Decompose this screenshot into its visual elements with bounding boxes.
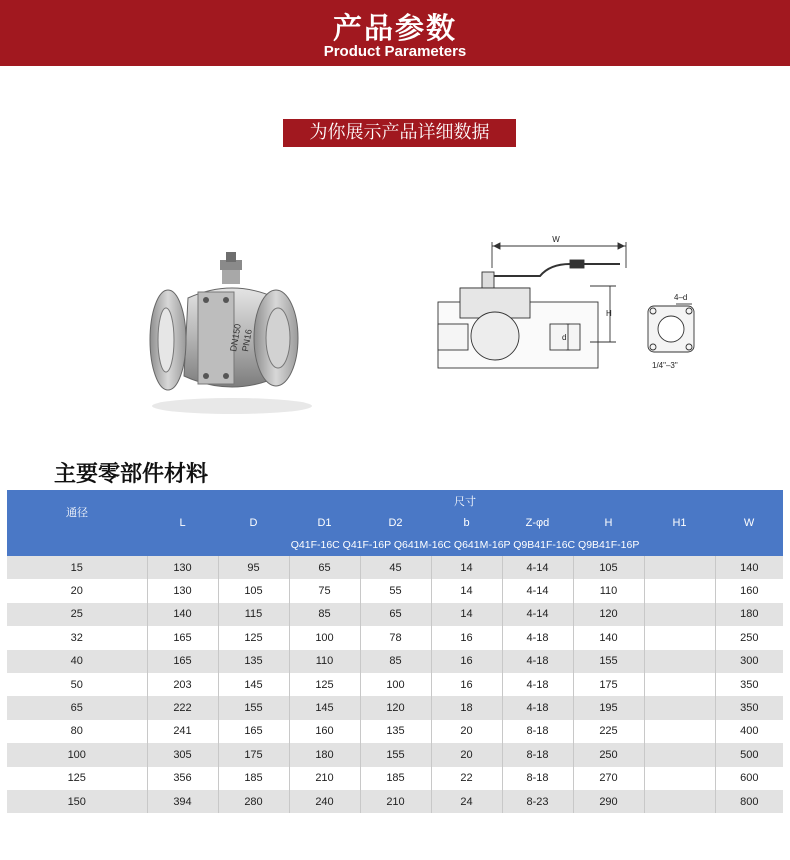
table-cell: 4-18 [502,626,573,649]
table-cell: 165 [147,650,218,673]
table-cell [644,673,715,696]
column-header: H [573,512,644,534]
table-cell: 210 [289,767,360,790]
table-cell: 4-18 [502,696,573,719]
table-cell: 165 [147,626,218,649]
table-cell: 150 [7,790,147,813]
table-cell: 8-23 [502,790,573,813]
table-cell: 175 [573,673,644,696]
table-cell: 50 [7,673,147,696]
header-dimensions: 尺寸 [147,490,783,512]
table-cell: 40 [7,650,147,673]
table-cell: 80 [7,720,147,743]
table-cell: 280 [218,790,289,813]
column-header: W [715,512,783,534]
table-cell [644,579,715,602]
table-cell: 350 [715,673,783,696]
table-cell: 16 [431,673,502,696]
table-cell: 8-18 [502,743,573,766]
table-cell: 14 [431,603,502,626]
column-header: D [218,512,289,534]
header-banner [0,0,790,66]
table-cell: 8-18 [502,767,573,790]
table-cell: 135 [218,650,289,673]
table-cell: 4-14 [502,603,573,626]
svg-text:d: d [562,333,567,342]
table-cell: 4-14 [502,579,573,602]
table-row [7,650,783,673]
table-cell: 225 [573,720,644,743]
table-cell [644,720,715,743]
table-cell [644,556,715,579]
column-header: D2 [360,512,431,534]
table-cell: 120 [360,696,431,719]
table-cell: 65 [7,696,147,719]
table-cell: 130 [147,556,218,579]
table-cell: 180 [715,603,783,626]
table-cell: 14 [431,556,502,579]
table-cell: 155 [360,743,431,766]
table-row [7,720,783,743]
table-cell: 20 [431,720,502,743]
column-header: L [147,512,218,534]
table-cell [644,767,715,790]
table-cell: 115 [218,603,289,626]
table-cell: 55 [360,579,431,602]
svg-text:1/4"–3": 1/4"–3" [652,361,678,370]
table-cell: 32 [7,626,147,649]
table-cell: 120 [573,603,644,626]
table-cell: 45 [360,556,431,579]
header-blank [7,534,147,556]
table-cell: 4-18 [502,650,573,673]
page-title-en: Product Parameters [323,43,467,60]
table-row [7,556,783,579]
table-body [7,556,783,813]
table-cell: 155 [218,696,289,719]
table-cell: 140 [715,556,783,579]
table-cell: 140 [147,603,218,626]
table-cell: 180 [289,743,360,766]
table-cell: 185 [360,767,431,790]
table-cell [644,743,715,766]
column-header: D1 [289,512,360,534]
table-cell [644,603,715,626]
table-cell: 105 [218,579,289,602]
table-cell: 175 [218,743,289,766]
table-cell [644,696,715,719]
table-cell: 24 [431,790,502,813]
table-cell: 500 [715,743,783,766]
header-bore: 通径 [7,490,147,534]
table-row [7,626,783,649]
header-models: Q41F-16C Q41F-16P Q641M-16C Q641M-16P Q9B41F-16C Q9B41F-16P [147,534,783,556]
table-cell: 75 [289,579,360,602]
table-cell: 241 [147,720,218,743]
table-row [7,673,783,696]
table-cell: 210 [360,790,431,813]
subtitle-badge: 为你展示产品详细数据 [283,119,516,147]
table-row [7,603,783,626]
dimensions-table [7,490,783,813]
table-cell: 240 [289,790,360,813]
table-cell: 203 [147,673,218,696]
table-cell: 78 [360,626,431,649]
table-cell: 800 [715,790,783,813]
table-cell: 350 [715,696,783,719]
column-header: Z-φd [502,512,573,534]
table-cell: 105 [573,556,644,579]
table-row [7,696,783,719]
table-cell: 145 [289,696,360,719]
table-cell: 25 [7,603,147,626]
table-cell [644,790,715,813]
table-row [7,743,783,766]
table-cell: 155 [573,650,644,673]
table-cell: 160 [715,579,783,602]
table-cell: 85 [289,603,360,626]
page-title: 产品参数 [332,11,457,45]
table-cell: 356 [147,767,218,790]
table-row [7,579,783,602]
table-cell: 125 [289,673,360,696]
table-cell: 110 [289,650,360,673]
table-cell: 400 [715,720,783,743]
table-cell: 140 [573,626,644,649]
table-cell: 145 [218,673,289,696]
table-cell: 110 [573,579,644,602]
table-cell: 22 [431,767,502,790]
table-cell [644,650,715,673]
table-cell: 222 [147,696,218,719]
table-cell: 250 [573,743,644,766]
table-cell: 125 [7,767,147,790]
table-cell: 85 [360,650,431,673]
table-cell: 95 [218,556,289,579]
svg-text:W: W [552,235,560,244]
table-cell: 185 [218,767,289,790]
table-cell: 270 [573,767,644,790]
table-cell: 160 [289,720,360,743]
table-cell: 600 [715,767,783,790]
svg-text:4–d: 4–d [674,293,688,302]
table-cell [644,626,715,649]
table-cell: 65 [360,603,431,626]
table-cell: 250 [715,626,783,649]
table-cell: 394 [147,790,218,813]
table-cell: 100 [360,673,431,696]
valve-technical-drawing [420,228,720,388]
column-header: H1 [644,512,715,534]
table-cell: 125 [218,626,289,649]
svg-text:DN150: DN150 [228,323,243,353]
svg-text:PN16: PN16 [240,328,254,353]
table-cell: 290 [573,790,644,813]
table-cell: 100 [7,743,147,766]
table-cell: 100 [289,626,360,649]
table-cell: 305 [147,743,218,766]
table-cell: 300 [715,650,783,673]
table-cell: 8-18 [502,720,573,743]
svg-text:H: H [606,309,612,318]
table-cell: 130 [147,579,218,602]
table-cell: 65 [289,556,360,579]
table-cell: 18 [431,696,502,719]
table-cell: 20 [7,579,147,602]
table-cell: 165 [218,720,289,743]
table-cell: 14 [431,579,502,602]
table-cell: 195 [573,696,644,719]
table-row [7,767,783,790]
table-cell: 16 [431,650,502,673]
section-title: 主要零部件材料 [54,462,209,487]
column-header: b [431,512,502,534]
table-cell: 4-14 [502,556,573,579]
table-row [7,790,783,813]
table-cell: 20 [431,743,502,766]
valve-photo [148,248,316,418]
table-cell: 4-18 [502,673,573,696]
table-cell: 16 [431,626,502,649]
table-cell: 15 [7,556,147,579]
table-cell: 135 [360,720,431,743]
